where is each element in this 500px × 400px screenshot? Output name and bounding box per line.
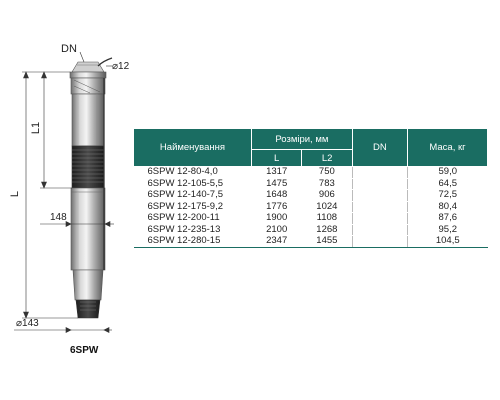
table-row [134,224,488,236]
cell-name: 6SPW 12-80-4,0 [134,167,252,179]
cell-mass: 87,6 [408,213,488,225]
body-diameter-label: ⌀143 [16,318,39,329]
col-l2-header: L2 [302,150,352,167]
width-label: 148 [50,212,67,223]
col-dims-header: Розміри, мм [251,129,352,150]
motor-body [71,188,105,318]
cell-l2: 1455 [302,236,352,248]
cell-l2: 1108 [302,213,352,225]
cell-l: 1776 [251,201,301,213]
cell-dn [352,167,407,179]
table-row [134,201,488,213]
cell-dn [352,213,407,225]
cell-l2: 750 [302,167,352,179]
cell-l: 1648 [251,190,301,202]
cell-mass: 72,5 [408,190,488,202]
col-l-header: L [251,150,301,167]
cell-dn [352,201,407,213]
cell-dn [352,178,407,190]
cell-mass: 104,5 [408,236,488,248]
table-row [134,167,488,179]
col-name-header: Найменування [134,129,252,167]
cell-l2: 783 [302,178,352,190]
spec-table [133,128,488,248]
intake-strainer [72,146,104,188]
cell-l2: 906 [302,190,352,202]
cell-name: 6SPW 12-200-11 [134,213,252,225]
col-dn-header: DN [352,129,407,167]
table-row [134,236,488,248]
cell-l: 2100 [251,224,301,236]
cable-diameter-label: ⌀12 [112,61,130,72]
table-row [134,178,488,190]
cell-name: 6SPW 12-235-13 [134,224,252,236]
model-label: 6SPW [70,345,99,356]
l-label: L [9,190,22,198]
col-mass-header: Маса, кг [408,129,488,167]
cell-mass: 80,4 [408,201,488,213]
cell-l: 1900 [251,213,301,225]
pump-upper-section [71,78,105,146]
cell-dn [352,190,407,202]
cell-mass: 64,5 [408,178,488,190]
cell-dn [352,224,407,236]
cell-dn [352,236,407,248]
cell-name: 6SPW 12-105-5,5 [134,178,252,190]
cell-l: 1475 [251,178,301,190]
cell-mass: 59,0 [408,167,488,179]
dn-label: DN [61,43,77,55]
table-row [134,190,488,202]
cell-l: 2347 [251,236,301,248]
cell-name: 6SPW 12-280-15 [134,236,252,248]
cell-name: 6SPW 12-140-7,5 [134,190,252,202]
cell-name: 6SPW 12-175-9,2 [134,201,252,213]
cell-l2: 1024 [302,201,352,213]
l1-label: L1 [30,121,43,135]
cell-l: 1317 [251,167,301,179]
cell-l2: 1268 [302,224,352,236]
table-row [134,213,488,225]
cell-mass: 95,2 [408,224,488,236]
